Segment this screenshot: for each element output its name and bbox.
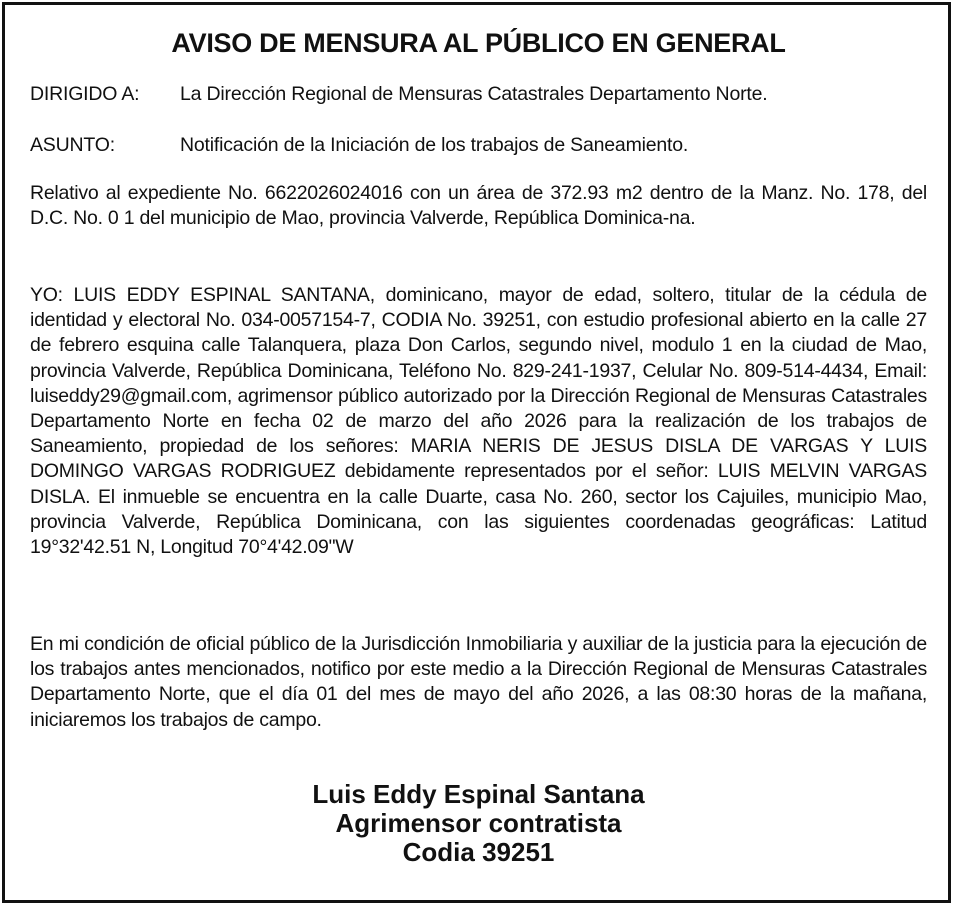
dirigido-row	[30, 82, 930, 106]
condition-paragraph: En mi condición de oficial público de la Jurisdicción Inmobiliaria y auxiliar de la justicia para la ejecución de los trabajos antes mencionados, notifico por este medio a la Dirección Regional de Mensuras Catastrales Departamento Norte, que el día 01 del mes de mayo del año 2026, a las 08:30 horas de la mañana, iniciaremos los trabajos de campo.	[30, 633, 927, 731]
signature-name: Luis Eddy Espinal Santana	[312, 779, 645, 809]
relativo-paragraph: Relativo al expediente No. 6622026024016 con un área de 372.93 m2 dentro de la Manz. No. 178, del D.C. No. 0 1 del municipio de Mao, provincia Valverde, República Dominica-na.	[30, 182, 927, 230]
signature-role: Agrimensor contratista	[335, 808, 622, 838]
declarant-paragraph: YO: LUIS EDDY ESPINAL SANTANA, dominicano, mayor de edad, soltero, titular de la cédula de identidad y electoral No. 034-0057154-7, CODIA No. 39251, con estudio profesional abierto en la calle 27 de febrero esquina calle Talanquera, plaza Don Carlos, segundo nivel, modulo 1 en la ciudad de Mao, provincia Valverde, República Dominicana, Teléfono No. 829-241-1937, Celular No. 809-514-4434, Email: luiseddy29@gmail.com, agrimensor público autorizado por la Dirección Regional de Mensuras Catastrales Departamento Norte en fecha 02 de marzo del año 2026 para la realización de los trabajos de Saneamiento, propiedad de los señores: MARIA NERIS DE JESUS DISLA DE VARGAS Y LUIS DOMINGO VARGAS RODRIGUEZ debidamente representados por el señor: LUIS MELVIN VARGAS DISLA. El inmueble se encuentra en la calle Duarte, casa No. 260, sector los Cajuiles, municipio Mao, provincia Valverde, República Dominicana, con las siguientes coordenadas geográficas: Latitud 19°32'42.51 N, Longitud 70°4'42.09"W	[30, 284, 927, 559]
asunto-row	[30, 133, 930, 157]
asunto-label: ASUNTO:	[30, 134, 115, 156]
dirigido-value: La Dirección Regional de Mensuras Catastrales Departamento Norte.	[180, 83, 768, 105]
notice-border	[2, 2, 951, 903]
dirigido-label: DIRIGIDO A:	[30, 83, 140, 105]
signature-codia: Codia 39251	[402, 837, 555, 867]
asunto-value: Notificación de la Iniciación de los trabajos de Saneamiento.	[180, 134, 689, 156]
notice-title: AVISO DE MENSURA AL PÚBLICO EN GENERAL	[171, 28, 786, 58]
